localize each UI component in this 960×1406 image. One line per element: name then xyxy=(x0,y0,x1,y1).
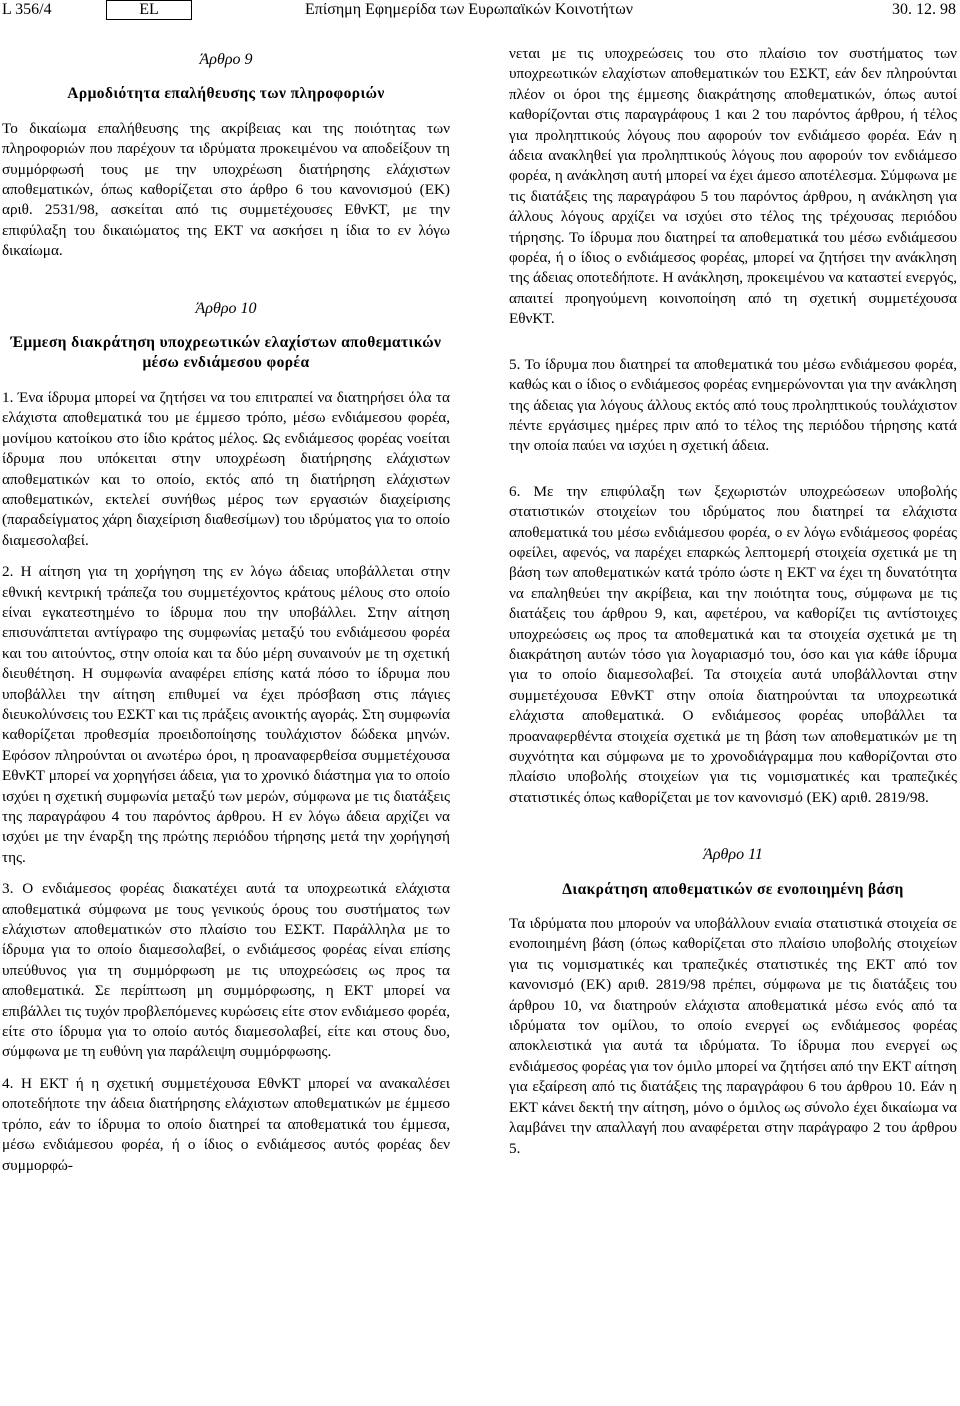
left-column xyxy=(2,50,450,1187)
page-number: L 356/4 xyxy=(2,1,52,18)
article-11-paragraph: Τα ιδρύματα που μπορούν να υποβάλλουν ενιαία στατιστικά στοιχεία σε ενοποιημένη βάση (όπως καθορίζεται στο πλαίσιο υποβολής στοιχείων για τις νομισματικές και τραπεζικές στατιστικές της ΕΚΤ από τον κανονισμό (ΕΚ) αριθ. 2819/98 πρέπει, σύμφωνα με τις διατάξεις του άρθρου 10, να διατηρούν ελάχιστα αποθεματικά μέσω ενός από τα ιδρύματα τον ομίλου, το οποίο ενεργεί ως ενδιάμεσος φορέας αποκλειστικά για αυτά τα ιδρύματα. Το ίδρυμα που ενεργεί ως ενδιάμεσος φορέας για τον όμιλο μπορεί να ζητήσει από την ΕΚΤ αίτηση για εξαίρεση από τις διατάξεις της παραγράφου 6 του άρθρου 10. Εάν η ΕΚΤ κάνει δεκτή την αίτηση, μόνο ο όμιλος ως σύνολο έχει δικαίωμα να λαμβάνει την απαλλαγή που αναφέρεται στην παράγραφο 2 του άρθρου 5. xyxy=(509,915,957,1157)
journal-title: Επίσημη Εφημερίδα των Ευρωπαϊκών Κοινοτήτων xyxy=(305,1,633,18)
article-10-paragraph-3: 3. Ο ενδιάμεσος φορέας διακατέχει αυτά τα υποχρεωτικά ελάχιστα αποθεματικά σύμφωνα με τους γενικούς όρους του συστήματος των ελάχιστων αποθεματικών στο πλαίσιο του ΕΣΚΤ. Παράλληλα με το ίδρυμα για το οποίο διαμεσολαβεί, ο ενδιάμεσος φορέας είναι επίσης υπεύθυνος για τη συμμόρφωση με τις υποχρεώσεις ως προς τα αποθεματικά. Σε περίπτωση μη συμμόρφωσης, η ΕΚΤ μπορεί να επιβάλλει τις τυχόν προβλεπόμενες κυρώσεις είτε στον ενδιάμεσο φορέα, είτε στο ίδρυμα για το οποίο αυτός διαμεσολαβεί, είτε και στους δυο, σύμφωνα με τη ευθύνη για παράλειψη συμμόρφωσης. xyxy=(2,880,450,1061)
article-10-paragraph-1: 1. Ένα ίδρυμα μπορεί να ζητήσει να του επιτραπεί να διατηρήσει όλα τα ελάχιστα αποθεματικά του με έμμεσο τρόπο, μέσω ενδιάμεσου φορέα, μονίμου κατοίκου στο ίδιο κράτος μέλος. Ως ενδιάμεσος φορέας νοείται ίδρυμα που υπόκειται στην υποχρέωση διατήρησης ελάχιστων αποθεματικών και το οποίο, εκτός από τη διατήρηση ελάχιστων αποθεματικών, εκτελεί συνήθως μέρος των εργασιών διαχείρισης (παραδείγματος χάρη διαχείριση διαθεσίμων) του ιδρύματος για το οποίο διαμεσολαβεί. xyxy=(2,388,450,549)
right-column xyxy=(509,44,957,1170)
page-header xyxy=(0,0,960,26)
article-10-paragraph-6: 6. Με την επιφύλαξη των ξεχωριστών υποχρεώσεων υποβολής στατιστικών στοιχείων του ιδρύματος που διατηρεί τα ελάχιστα αποθεματικά του μέσω ενδιάμεσου φορέα, ο εν λόγω ενδιάμεσος φορέας οφείλει, αφενός, να παρέχει επαρκώς λεπτομερή στοιχεία σχετικά με τη βάση των αποθεματικών κατά τρόπο ώστε η ΕΚΤ να έχει τη δυνατότητα να επαληθεύει την ακρίβεια, και την ποιότητα τους, σύμφωνα με τις διατάξεις του άρθρου 9, και, αφετέρου, να καθορίζει τις αντίστοιχες υποχρεώσεις ως προς τα αποθεματικά και τα στοιχεία σχετικά με τη διακράτηση αυτών τόσο για λογαριασμό του, όσο και για κάθε ίδρυμα για το οποίο διαμεσολαβεί. Τα στοιχεία αυτά υποβάλλονται στην συμμετέχουσα ΕθνΚΤ στην οποία διατηρούνται τα υποχρεωτικά ελάχιστα αποθεματικά. Ο ενδιάμεσος φορέας υποβάλλει τα προαναφερθέντα στοιχεία σχετικά με τη βάση των αποθεματικών με τη συχνότητα και σύμφωνα με το χρονοδιάγραμμα που καθορίζονται στο πλαίσιο υποβολής στοιχείων για τις νομισματικές και τραπεζικές στατιστικές όπως καθορίζεται με τον κανονισμό (ΕΚ) αριθ. 2819/98. xyxy=(509,482,957,806)
issue-date: 30. 12. 98 xyxy=(892,1,956,18)
article-11-title: Διακράτηση αποθεματικών σε ενοποιημένη βάση xyxy=(562,880,904,898)
article-10-paragraph-4: 4. Η ΕΚΤ ή η σχετική συμμετέχουσα ΕθνΚΤ μπορεί να ανακαλέσει οποτεδήποτε την άδεια διατήρησης ελάχιστων αποθεματικών με έμμεσο τρόπο, εάν το ίδρυμα το οποίο διατηρεί τα αποθεματικά του έμμεσα, μέσω ενδιάμεσου φορέα, ή ο ίδιος ο ενδιάμεσος αυτός φορέας δεν συμμορφώ- xyxy=(2,1074,450,1174)
article-10-title: Έμμεση διακράτηση υποχρεωτικών ελαχίστων αποθεματικών μέσω ενδιάμεσου φορέα xyxy=(10,334,442,372)
article-10-paragraph-2: 2. Η αίτηση για τη χορήγηση της εν λόγω άδειας υποβάλλεται στην εθνική κεντρική τράπεζα του συμμετέχοντος κράτους μέλους στο οποίο είναι εγκατεστημένο το ίδρυμα που την υποβάλλει. Στην αίτηση επισυνάπτεται αντίγραφο της συμφωνίας μεταξύ του ενδιάμεσου φορέα και του αιτούντος, στην οποία και τα δύο μέρη συναινούν με τη σχετική διευθέτηση. Η συμφωνία αναφέρει επίσης κατά πόσο το ίδρυμα που υποβάλλει την αίτηση επιθυμεί να έχει πρόσβαση στις πάγιες διευκολύνσεις του ΕΣΚΤ και τις πράξεις ανοικτής αγοράς. Στη συμφωνία καθορίζεται προθεσμία προειδοποίησης τουλάχιστον δώδεκα μηνών. Εφόσον πληρούνται οι ανωτέρω όροι, η προαναφερθείσα συμμετέχουσα ΕθνΚΤ μπορεί να χορηγήσει άδεια, για το χρονικό διάστημα για το οποίο ισχύει η σχετική συμφωνία μεταξύ των μερών, σύμφωνα με τις διατάξεις της παραγράφου 4 του παρόντος άρθρου. Η εν λόγω άδεια αρχίζει να ισχύει με την έναρξη της πρώτης περιόδου τήρησης μετά την χορήγησή της. xyxy=(2,563,450,866)
article-9-paragraph: Το δικαίωμα επαλήθευσης της ακρίβειας και της ποιότητας των πληροφοριών που παρέχουν τα ιδρύματα προκειμένου να αποδείξουν τη συμμόρφωσή τους με την υποχρέωση διατήρησης ελάχιστων αποθεματικών, όπως καθορίζεται στο άρθρο 6 του κανονισμού (ΕΚ) αριθ. 2531/98, ασκείται από τις συμμετέχουσες ΕθνΚΤ, με την επιφύλαξη του δικαιώματος της ΕΚΤ να ασκήσει η ίδια το εν λόγω δικαίωμα. xyxy=(2,119,450,260)
article-10-paragraph-4-continued: νεται με τις υποχρεώσεις του στο πλαίσιο τον συστήματος των υποχρεωτικών ελαχίστων αποθεματικών του ΕΣΚΤ, εάν δεν πληρούνται πλέον οι όροι της έμμεσης διακράτησης αποθεματικών, όπως αυτοί καθορίζονται στις παραγράφους 1 και 2 του παρόντος άρθρου, ή τέλος για προληπτικούς λόγους που αφορούν τον ενδιάμεσο φορέα. Εάν η άδεια ανακληθεί για προληπτικούς λόγους που αφορούν τον ενδιάμεσο φορέα, η ανάκληση αυτή μπορεί να έχει άμεσο αποτέλεσμα. Σύμφωνα με τις διατάξεις της παραγράφου 5 του παρόντος άρθρου, η ανάκληση για άλλους λόγους αρχίζει να ισχύει στο τέλος της τρέχουσας περιόδου τήρησης. Το ίδρυμα που διατηρεί τα αποθεματικά του μέσω ενδιάμεσου φορέα, ή ο ίδιος ο ενδιάμεσος φορέας, μπορεί να ζητήσει την ανάκληση της άδειας οποτεδήποτε. Η ανάκληση, προκειμένου να καταστεί ενεργός, απαιτεί προηγούμενη κοινοποίηση από τη σχετική συμμετέχουσα ΕθνΚΤ. xyxy=(509,45,957,328)
language-box: EL xyxy=(106,0,192,20)
article-9-number: Άρθρο 9 xyxy=(199,51,253,68)
article-10-paragraph-5: 5. Το ίδρυμα που διατηρεί τα αποθεματικά του μέσω ενδιάμεσου φορέα, καθώς και ο ίδιος ο ενδιάμεσος φορέας ενημερώνονται για την ανάκληση της άδειας για λόγους άλλους εκτός από τους προληπτικούς τουλάχιστον πέντε εργάσιμες ημέρες πριν από το τέλος της περιόδου τήρησης κατά την οποία παύει να ισχύει η σχετική άδεια. xyxy=(509,355,957,455)
article-11-number: Άρθρο 11 xyxy=(703,846,763,864)
article-9-title: Αρμοδιότητα επαλήθευσης των πληροφοριών xyxy=(67,85,385,103)
article-10-number: Άρθρο 10 xyxy=(195,299,257,317)
